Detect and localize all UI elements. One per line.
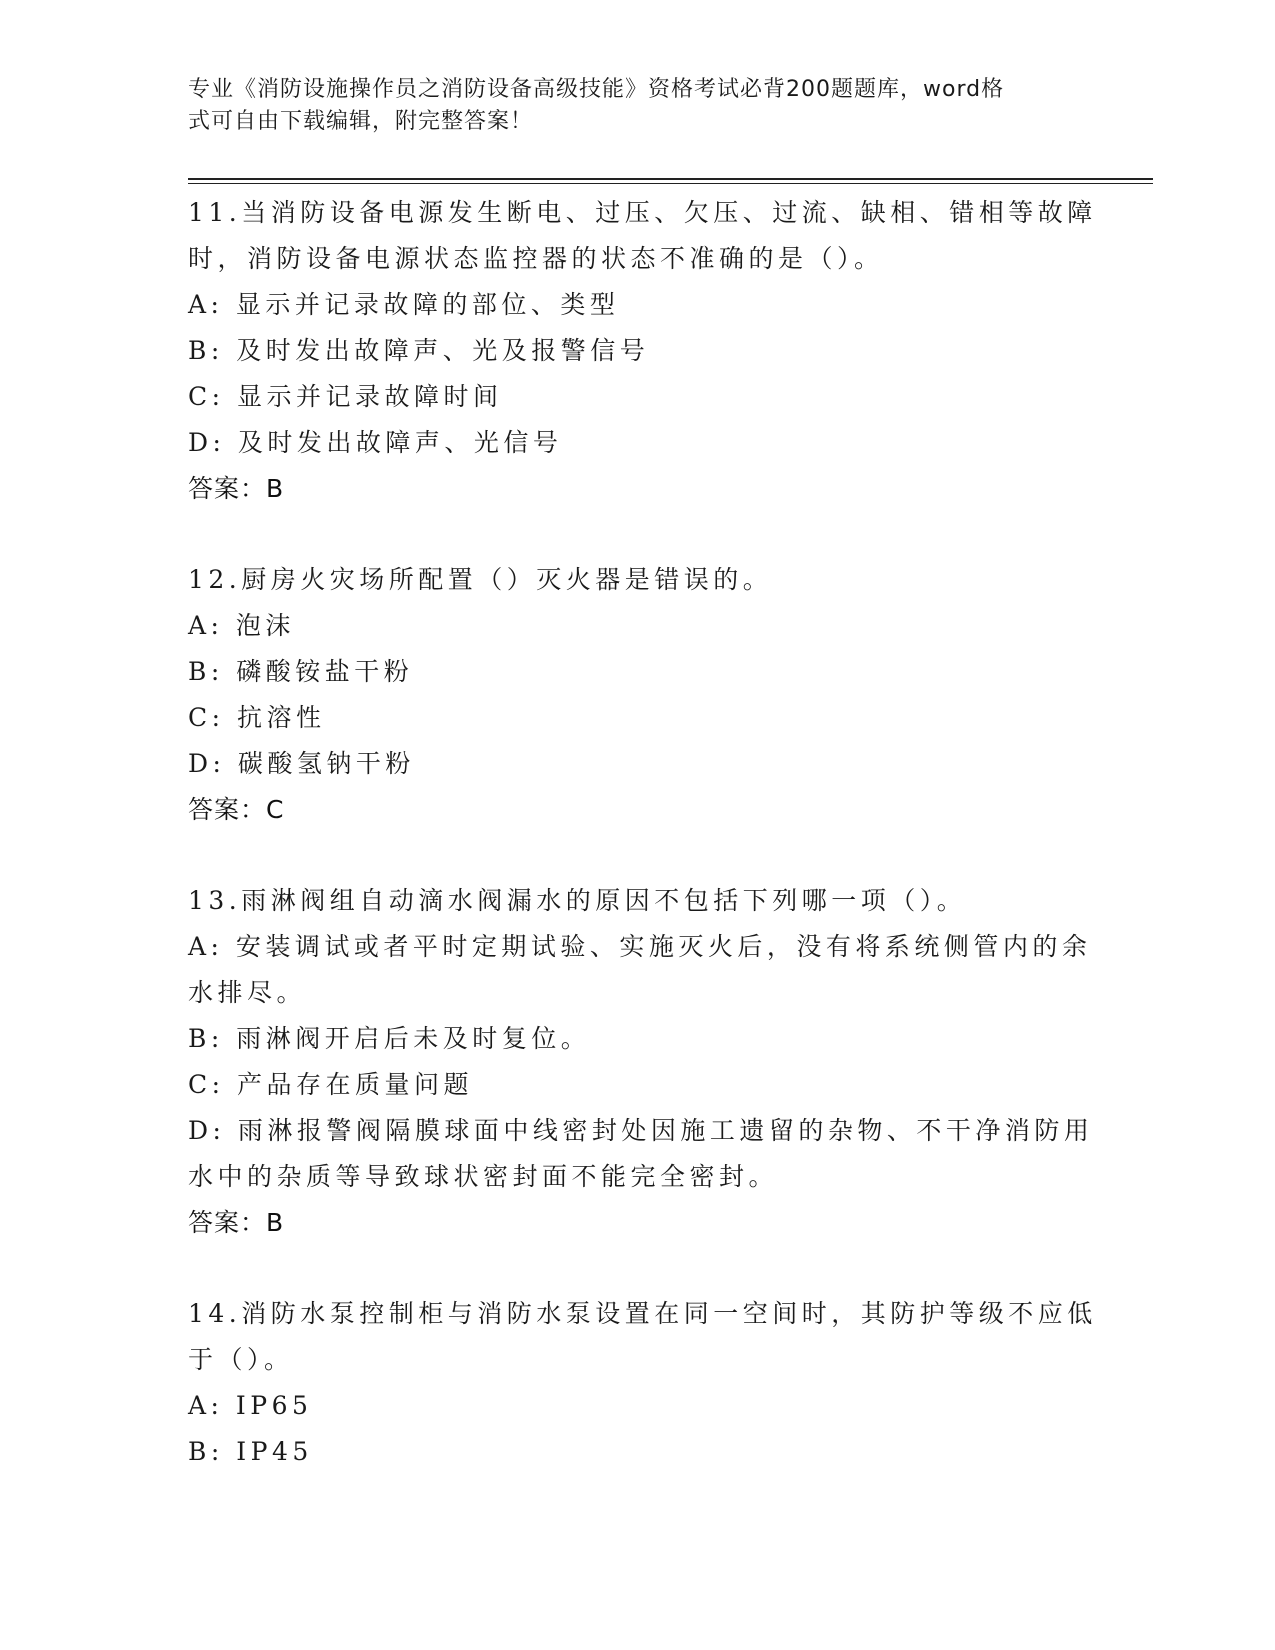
option-b: B: 雨淋阀开启后未及时复位。 (188, 1024, 591, 1053)
option-a: A: 显示并记录故障的部位、类型 (188, 290, 620, 319)
option-b: B: 及时发出故障声、光及报警信号 (188, 336, 650, 365)
question-13 (188, 878, 1094, 1246)
question-stem-line: 14.消防水泵控制柜与消防水泵设置在同一空间时，其防护等级不应低 (188, 1299, 1097, 1328)
answer-label: 答案：B (188, 474, 285, 503)
spacer (188, 1246, 1088, 1291)
question-12 (188, 557, 1088, 833)
option-a: A: 泡沫 (188, 611, 295, 640)
header-divider-thick (188, 178, 1153, 180)
option-c: C: 抗溶性 (188, 703, 326, 732)
question-stem-line: 12.厨房火灾场所配置（）灭火器是错误的。 (188, 565, 773, 594)
question-14 (188, 1291, 1097, 1475)
option-d: D: 及时发出故障声、光信号 (188, 428, 563, 457)
option-a: A: 安装调试或者平时定期试验、实施灭火后，没有将系统侧管内的余 (188, 932, 1092, 961)
question-11 (188, 190, 1097, 512)
spacer (188, 512, 1088, 557)
answer-label: 答案：C (188, 795, 285, 824)
header-line-2: 式可自由下载编辑，附完整答案！ (188, 109, 534, 134)
question-stem-line: 13.雨淋阀组自动滴水阀漏水的原因不包括下列哪一项（）。 (188, 886, 967, 915)
option-d-continued: 水中的杂质等导致球状密封面不能完全密封。 (188, 1162, 779, 1191)
option-d: D: 碳酸氢钠干粉 (188, 749, 415, 778)
option-c: C: 产品存在质量问题 (188, 1070, 473, 1099)
document-header (188, 74, 1068, 138)
header-line-1: 专业《消防设施操作员之消防设备高级技能》资格考试必背200题题库，word格 (188, 77, 1005, 102)
option-a-continued: 水排尽。 (188, 978, 307, 1007)
answer-label: 答案：B (188, 1208, 285, 1237)
option-b: B: 磷酸铵盐干粉 (188, 657, 414, 686)
spacer (188, 833, 1088, 878)
header-divider-thin (188, 183, 1153, 184)
option-b: B: IP45 (188, 1437, 313, 1466)
question-stem-line: 时，消防设备电源状态监控器的状态不准确的是（）。 (188, 244, 884, 273)
option-a: A: IP65 (188, 1391, 313, 1420)
question-list (188, 190, 1097, 1475)
option-d: D: 雨淋报警阀隔膜球面中线密封处因施工遗留的杂物、不干净消防用 (188, 1116, 1094, 1145)
question-stem-line: 11.当消防设备电源发生断电、过压、欠压、过流、缺相、错相等故障 (188, 198, 1097, 227)
question-stem-line: 于（）。 (188, 1345, 294, 1374)
option-c: C: 显示并记录故障时间 (188, 382, 503, 411)
